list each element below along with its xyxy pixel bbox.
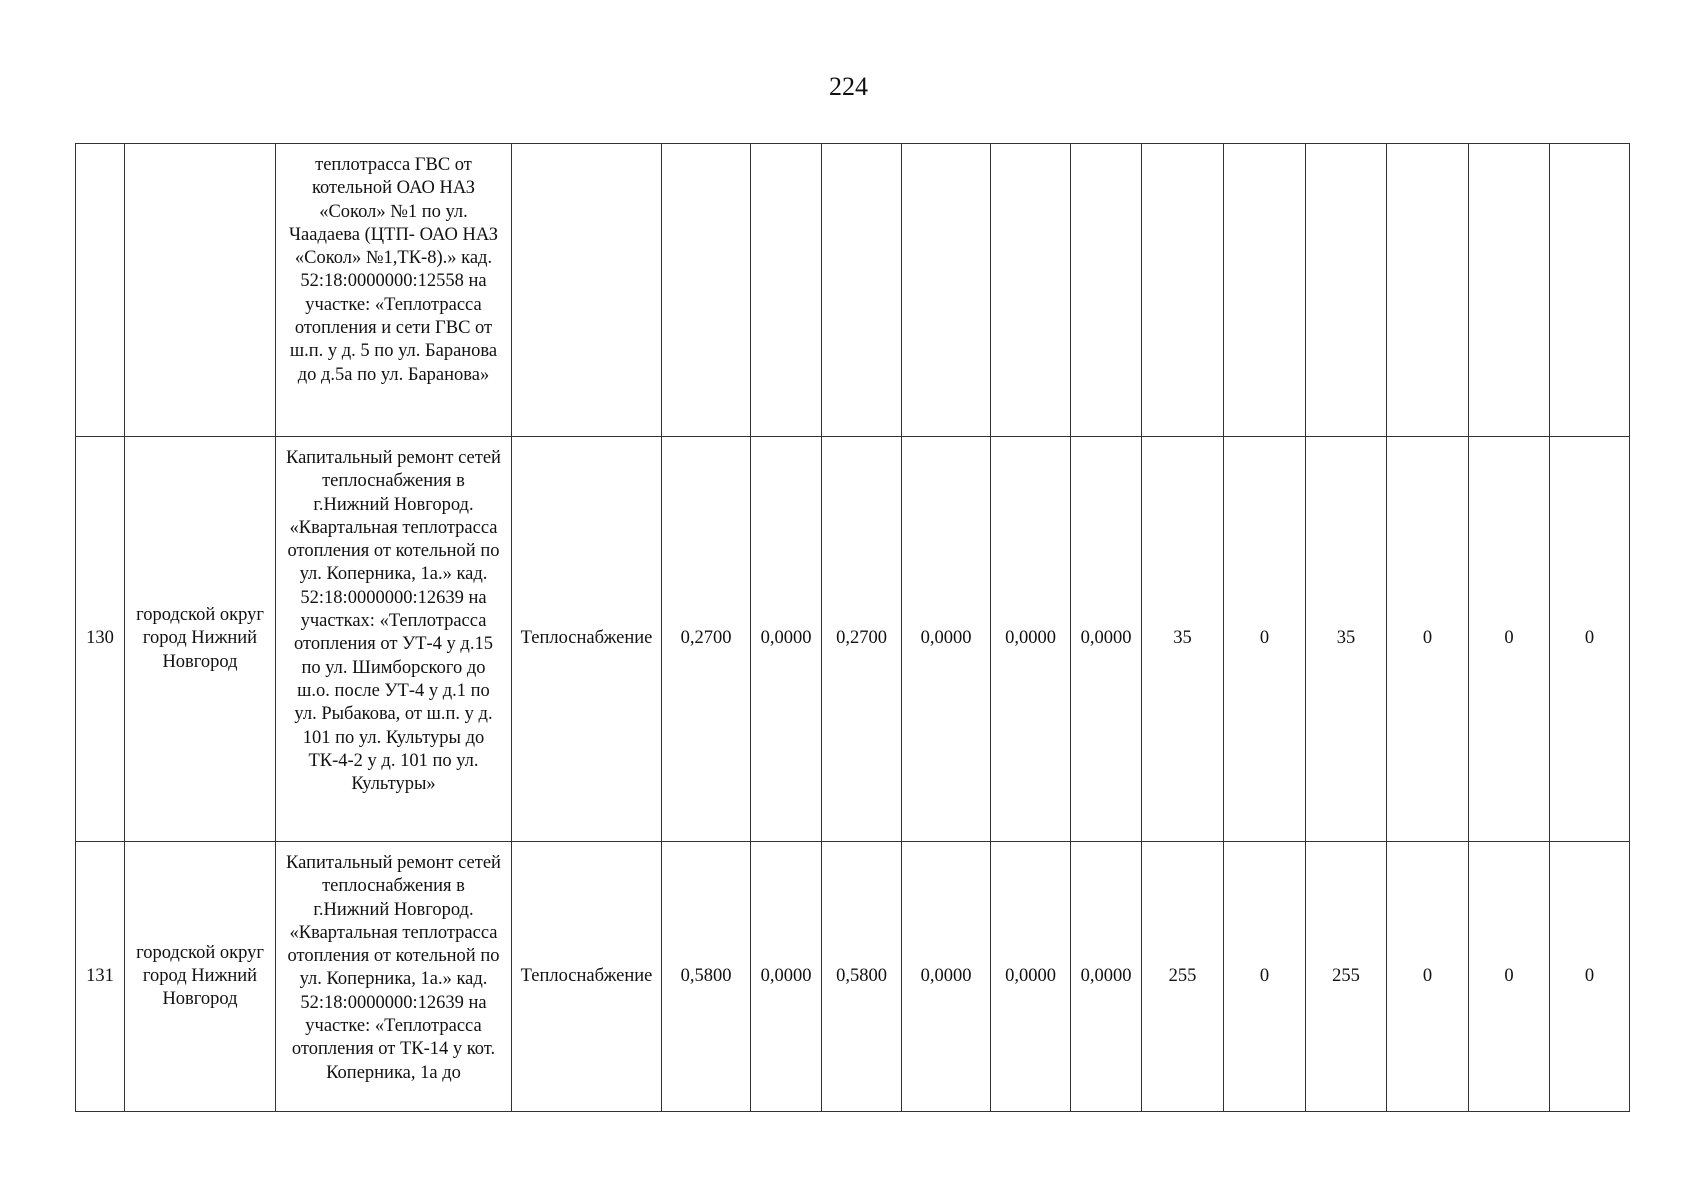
- table-row: [76, 144, 1630, 437]
- cell-value: [1550, 144, 1630, 437]
- cell-value: 0: [1469, 437, 1550, 842]
- cell-municipality: городской округ город Нижний Новгород: [125, 437, 276, 842]
- page-number: 224: [829, 72, 868, 101]
- table-row: [76, 842, 1630, 1112]
- cell-value: 0,0000: [751, 842, 822, 1112]
- document-table: [75, 143, 1630, 1112]
- table-row: [76, 437, 1630, 842]
- cell-value: 0: [1550, 437, 1630, 842]
- cell-value: 255: [1142, 842, 1224, 1112]
- cell-value: [1469, 144, 1550, 437]
- cell-value: [1142, 144, 1224, 437]
- cell-value: 0,5800: [822, 842, 902, 1112]
- cell-value: [991, 144, 1071, 437]
- cell-value: 0,0000: [991, 842, 1071, 1112]
- cell-value: 0: [1387, 437, 1469, 842]
- cell-number: [76, 144, 125, 437]
- cell-value: 255: [1306, 842, 1387, 1112]
- cell-value: 35: [1142, 437, 1224, 842]
- cell-number: 130: [76, 437, 125, 842]
- cell-value: 0: [1224, 437, 1306, 842]
- cell-value: [1387, 144, 1469, 437]
- cell-value: [902, 144, 991, 437]
- cell-municipality: городской округ город Нижний Новгород: [125, 842, 276, 1112]
- cell-category: Теплоснабжение: [512, 437, 662, 842]
- cell-category: Теплоснабжение: [512, 842, 662, 1112]
- cell-description: теплотрасса ГВС от котельной ОАО НАЗ «Сокол» №1 по ул. Чаадаева (ЦТП- ОАО НАЗ «Сокол» №1,ТК-8).» кад. 52:18:0000000:12558 на участке: «Теплотрасса отопления и сети ГВС от ш.п. у д. 5 по ул. Баранова до д.5а по ул. Баранова»: [276, 144, 512, 437]
- cell-value: 0: [1387, 842, 1469, 1112]
- cell-value: 35: [1306, 437, 1387, 842]
- cell-value: [822, 144, 902, 437]
- cell-value: [1224, 144, 1306, 437]
- cell-value: 0: [1224, 842, 1306, 1112]
- cell-value: 0,2700: [822, 437, 902, 842]
- cell-value: 0,0000: [902, 842, 991, 1112]
- cell-description: Капитальный ремонт сетей теплоснабжения в г.Нижний Новгород. «Квартальная теплотрасса отопления от котельной по ул. Коперника, 1а.» кад. 52:18:0000000:12639 на участках: «Теплотрасса отопления от УТ-4 у д.15 по ул. Шимборского до ш.о. после УТ-4 у д.1 по ул. Рыбакова, от ш.п. у д. 101 по ул. Культуры до ТК-4-2 у д. 101 по ул. Культуры»: [276, 437, 512, 842]
- cell-value: 0: [1550, 842, 1630, 1112]
- cell-value: 0,0000: [751, 437, 822, 842]
- cell-value: [1306, 144, 1387, 437]
- cell-value: 0,0000: [1071, 437, 1142, 842]
- cell-value: 0,5800: [662, 842, 751, 1112]
- cell-value: 0,0000: [1071, 842, 1142, 1112]
- cell-value: 0,0000: [991, 437, 1071, 842]
- cell-value: [662, 144, 751, 437]
- cell-number: 131: [76, 842, 125, 1112]
- cell-value: 0: [1469, 842, 1550, 1112]
- cell-value: [751, 144, 822, 437]
- cell-description: Капитальный ремонт сетей теплоснабжения в г.Нижний Новгород. «Квартальная теплотрасса отопления от котельной по ул. Коперника, 1а.» кад. 52:18:0000000:12639 на участке: «Теплотрасса отопления от ТК-14 у кот. Коперника, 1а до: [276, 842, 512, 1112]
- cell-municipality: [125, 144, 276, 437]
- cell-category: [512, 144, 662, 437]
- cell-value: 0,0000: [902, 437, 991, 842]
- cell-value: 0,2700: [662, 437, 751, 842]
- cell-value: [1071, 144, 1142, 437]
